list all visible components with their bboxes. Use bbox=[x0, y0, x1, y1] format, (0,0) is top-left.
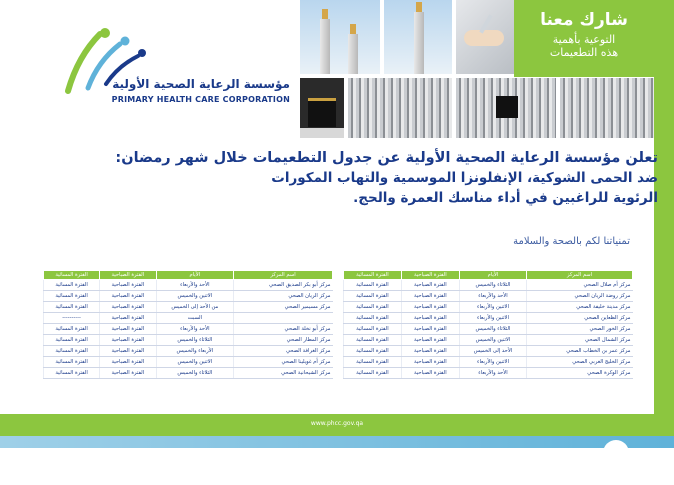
pilgrims-photo-3 bbox=[560, 78, 654, 138]
cell-evening: الفترة المسائية bbox=[344, 280, 402, 291]
announcement-line-1: تعلن مؤسسة الرعاية الصحية الأولية عن جدول التطعيمات خلال شهر رمضان: bbox=[115, 150, 658, 166]
cell-morning: الفترة الصباحية bbox=[401, 280, 459, 291]
table-row bbox=[344, 324, 633, 335]
cell-center: مركز أبو بكر الصديق الصحي bbox=[234, 280, 333, 291]
cell-center: مركز الخليج الغربي الصحي bbox=[527, 357, 633, 368]
col-header-evening: الفترة المسائية bbox=[344, 271, 402, 280]
cell-morning: الفترة الصباحية bbox=[401, 335, 459, 346]
cell-morning: الفترة الصباحية bbox=[100, 335, 156, 346]
cell-morning: الفترة الصباحية bbox=[100, 368, 156, 379]
cell-days: الاثنين والخميس bbox=[156, 357, 234, 368]
table-row bbox=[344, 302, 633, 313]
pilgrims-photo-2 bbox=[456, 78, 556, 138]
cell-morning: الفترة الصباحية bbox=[401, 313, 459, 324]
table-row bbox=[344, 280, 633, 291]
cell-days: الأحد والأربعاء bbox=[156, 324, 234, 335]
cell-center: مركز روضة الريان الصحي bbox=[527, 291, 633, 302]
corner-circle bbox=[603, 440, 629, 466]
cell-days: الأحد إلى الخميس bbox=[459, 346, 526, 357]
schedule-table-left bbox=[43, 270, 333, 379]
cell-evening: الفترة المسائية bbox=[344, 368, 402, 379]
cell-days: الأربعاء والخميس bbox=[156, 346, 234, 357]
cell-morning: الفترة الصباحية bbox=[401, 368, 459, 379]
cell-evening: الفترة المسائية bbox=[44, 324, 100, 335]
cell-evening: الفترة المسائية bbox=[344, 357, 402, 368]
footer-stripe bbox=[0, 436, 674, 448]
cell-days: الاثنين والأربعاء bbox=[459, 302, 526, 313]
table-header-row bbox=[44, 271, 333, 280]
table-row bbox=[344, 313, 633, 324]
table-row bbox=[44, 335, 333, 346]
cell-center: مركز مدينة خليفة الصحي bbox=[527, 302, 633, 313]
cell-evening: الفترة المسائية bbox=[344, 302, 402, 313]
cell-days: الثلاثاء والخميس bbox=[156, 368, 234, 379]
greeting: تمنياتنا لكم بالصحة والسلامة bbox=[513, 236, 630, 247]
col-header-center: اسم المركز bbox=[527, 271, 633, 280]
cell-center bbox=[234, 313, 333, 324]
cell-days: الأحد والأربعاء bbox=[459, 291, 526, 302]
mosque-photo-1 bbox=[300, 0, 380, 74]
footer-band bbox=[0, 414, 674, 436]
cell-morning: الفترة الصباحية bbox=[401, 357, 459, 368]
table-row bbox=[344, 335, 633, 346]
share-banner bbox=[514, 0, 654, 77]
side-stripe bbox=[654, 0, 674, 448]
table-row bbox=[344, 291, 633, 302]
cell-evening: الفترة المسائية bbox=[44, 291, 100, 302]
cell-days: الثلاثاء والخميس bbox=[156, 335, 234, 346]
table-row bbox=[344, 346, 633, 357]
col-header-center: اسم المركز bbox=[234, 271, 333, 280]
cell-evening: الفترة المسائية bbox=[44, 280, 100, 291]
table-row bbox=[44, 280, 333, 291]
banner-line-3: هذه التطعيمات bbox=[549, 46, 619, 59]
org-name-english: PRIMARY HEALTH CARE CORPORATION bbox=[111, 95, 290, 104]
cell-center: مركز المطار الصحي bbox=[234, 335, 333, 346]
cell-days: الاثنين والخميس bbox=[156, 291, 234, 302]
cell-center: مركز الظعاين الصحي bbox=[527, 313, 633, 324]
cell-morning: الفترة الصباحية bbox=[401, 324, 459, 335]
table-row bbox=[344, 368, 633, 379]
table-row bbox=[44, 302, 333, 313]
cell-center: مركز مسيمير الصحي bbox=[234, 302, 333, 313]
cell-morning: الفترة الصباحية bbox=[100, 357, 156, 368]
banner-line-2: التوعية بأهمية bbox=[552, 33, 616, 46]
cell-center: مركز الوكرة الصحي bbox=[527, 368, 633, 379]
cell-evening: الفترة المسائية bbox=[344, 335, 402, 346]
cell-center: مركز عمر بن الخطاب الصحي bbox=[527, 346, 633, 357]
announcement bbox=[115, 150, 658, 206]
cell-evening: الفترة المسائية bbox=[344, 324, 402, 335]
cell-center: مركز الريان الصحي bbox=[234, 291, 333, 302]
vaccination-photo bbox=[456, 0, 514, 74]
table-row bbox=[344, 357, 633, 368]
cell-evening: الفترة المسائية bbox=[344, 346, 402, 357]
col-header-evening: الفترة المسائية bbox=[44, 271, 100, 280]
cell-morning: الفترة الصباحية bbox=[100, 346, 156, 357]
cell-morning: الفترة الصباحية bbox=[100, 313, 156, 324]
table-header-row bbox=[344, 271, 633, 280]
announcement-line-2: ضد الحمى الشوكية، الإنفلونزا الموسمية والتهاب المكورات bbox=[271, 170, 658, 186]
cell-morning: الفترة الصباحية bbox=[100, 324, 156, 335]
table-row bbox=[44, 346, 333, 357]
pilgrims-photo-1 bbox=[348, 78, 452, 138]
cell-morning: الفترة الصباحية bbox=[100, 302, 156, 313]
cell-evening: الفترة المسائية bbox=[44, 302, 100, 313]
cell-center: مركز الشمال الصحي bbox=[527, 335, 633, 346]
cell-evening: الفترة المسائية bbox=[44, 357, 100, 368]
cell-center: مركز الخور الصحي bbox=[527, 324, 633, 335]
cell-morning: الفترة الصباحية bbox=[401, 302, 459, 313]
table-row bbox=[44, 313, 333, 324]
cell-center: مركز الشيحانية الصحي bbox=[234, 368, 333, 379]
cell-days: الأحد والأربعاء bbox=[156, 280, 234, 291]
banner-title: شارك معنا bbox=[540, 10, 628, 30]
footer-url[interactable]: www.phcc.gov.qa bbox=[310, 420, 364, 427]
cell-center: مركز أبو نخلة الصحي bbox=[234, 324, 333, 335]
cell-days: الاثنين والأربعاء bbox=[459, 313, 526, 324]
schedule-table-right bbox=[343, 270, 633, 379]
cell-center: مركز الغرافة الصحي bbox=[234, 346, 333, 357]
cell-days: الثلاثاء والخميس bbox=[459, 280, 526, 291]
cell-center: مركز أم صلال الصحي bbox=[527, 280, 633, 291]
cell-morning: الفترة الصباحية bbox=[401, 346, 459, 357]
cell-days: الأحد والأربعاء bbox=[459, 368, 526, 379]
table-row bbox=[44, 324, 333, 335]
org-name-arabic: مؤسسة الرعاية الصحية الأولية bbox=[112, 77, 290, 91]
col-header-morning: الفترة الصباحية bbox=[401, 271, 459, 280]
cell-days: الاثنين والأربعاء bbox=[459, 357, 526, 368]
cell-evening: الفترة المسائية bbox=[344, 313, 402, 324]
cell-evening: ---------- bbox=[44, 313, 100, 324]
cell-days: الاثنين والخميس bbox=[459, 335, 526, 346]
table-row bbox=[44, 357, 333, 368]
cell-center: مركز أم غويلينا الصحي bbox=[234, 357, 333, 368]
cell-evening: الفترة المسائية bbox=[44, 346, 100, 357]
cell-morning: الفترة الصباحية bbox=[100, 291, 156, 302]
cell-evening: الفترة المسائية bbox=[344, 291, 402, 302]
kaaba-photo bbox=[300, 78, 344, 138]
col-header-morning: الفترة الصباحية bbox=[100, 271, 156, 280]
table-row bbox=[44, 291, 333, 302]
cell-morning: الفترة الصباحية bbox=[401, 291, 459, 302]
cell-days: الثلاثاء والخميس bbox=[459, 324, 526, 335]
cell-morning: الفترة الصباحية bbox=[100, 280, 156, 291]
mosque-photo-2 bbox=[384, 0, 452, 74]
cell-evening: الفترة المسائية bbox=[44, 368, 100, 379]
col-header-days: الأيام bbox=[459, 271, 526, 280]
cell-evening: الفترة المسائية bbox=[44, 335, 100, 346]
col-header-days: الأيام bbox=[156, 271, 234, 280]
announcement-line-3: الرئوية للراغبين في أداء مناسك العمرة والحج. bbox=[353, 190, 658, 206]
logo bbox=[40, 22, 290, 117]
cell-days: السبت bbox=[156, 313, 234, 324]
table-row bbox=[44, 368, 333, 379]
cell-days: من الأحد إلى الخميس bbox=[156, 302, 234, 313]
